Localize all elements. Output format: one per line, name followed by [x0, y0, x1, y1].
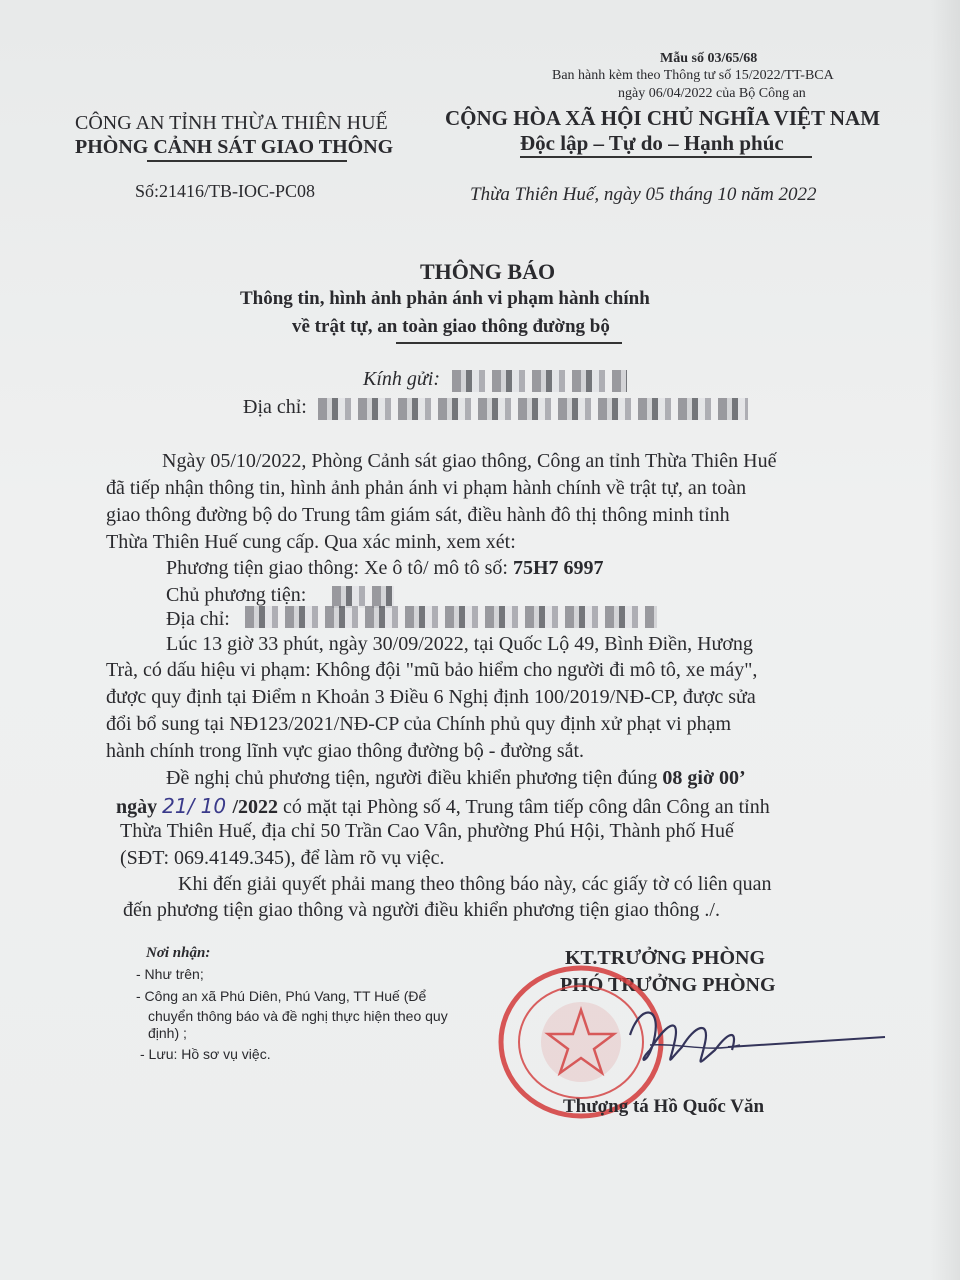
- paragraph-1-line-4: Thừa Thiên Huế cung cấp. Qua xác minh, xem xét:: [106, 531, 516, 553]
- redacted-recipient: [452, 370, 627, 392]
- vehicle-line: [166, 557, 604, 580]
- appointment-date-handwritten: 21/ 10: [162, 794, 233, 818]
- redacted-owner-address: [245, 606, 657, 628]
- request-text: Đề nghị chủ phương tiện, người điều khiển phương tiện đúng: [166, 767, 663, 789]
- paragraph-2-line-4: đổi bổ sung tại NĐ123/2021/NĐ-CP của Chính phủ quy định xử phạt vi phạm: [106, 713, 732, 735]
- document-subtitle-1: Thông tin, hình ảnh phản ánh vi phạm hành chính: [240, 288, 650, 309]
- paragraph-2-line-1: Lúc 13 giờ 33 phút, ngày 30/09/2022, tại Quốc Lộ 49, Bình Điền, Hương: [166, 633, 753, 655]
- form-number: Mẫu số 03/65/68: [660, 51, 758, 66]
- department-name: PHÒNG CẢNH SÁT GIAO THÔNG: [75, 136, 394, 158]
- appointment-place: có mặt tại Phòng số 4, Trung tâm tiếp công dân Công an tỉnh: [278, 796, 770, 818]
- address-label: Địa chỉ:: [243, 396, 307, 418]
- document-subtitle-2: về trật tự, an toàn giao thông đường bộ: [292, 316, 610, 337]
- paragraph-2-line-5: hành chính trong lĩnh vực giao thông đường bộ - đường sắt.: [106, 740, 585, 762]
- motto-underline: [520, 156, 812, 158]
- national-motto: Độc lập – Tự do – Hạnh phúc: [520, 131, 784, 155]
- paragraph-4-line-1: Khi đến giải quyết phải mang theo thông báo này, các giấy tờ có liên quan: [178, 873, 772, 895]
- signatory-title-1: KT.TRƯỞNG PHÒNG: [565, 947, 765, 969]
- national-title: CỘNG HÒA XÃ HỘI CHỦ NGHĨA VIỆT NAM: [445, 106, 881, 130]
- paragraph-3-line-4: (SĐT: 069.4149.345), để làm rõ vụ việc.: [120, 847, 445, 869]
- recipients-item-1: - Như trên;: [136, 966, 204, 982]
- vehicle-label: Phương tiện giao thông: Xe ô tô/ mô tô số:: [166, 557, 513, 579]
- appointment-time: 08 giờ 00’: [662, 767, 746, 789]
- paragraph-3-line-2: [116, 794, 770, 819]
- vehicle-plate: 75H7 6997: [512, 557, 604, 579]
- agency-name: CÔNG AN TỈNH THỪA THIÊN HUẾ: [75, 112, 388, 134]
- recipients-heading: Nơi nhận:: [146, 945, 211, 961]
- place-date: Thừa Thiên Huế, ngày 05 tháng 10 năm 2022: [470, 184, 817, 205]
- recipients-item-2-line-1: - Công an xã Phú Diên, Phú Vang, TT Huế (Để: [136, 988, 427, 1004]
- appointment-year: /2022: [232, 796, 279, 818]
- agency-underline: [147, 160, 347, 162]
- recipients-item-2-line-3: định) ;: [148, 1025, 187, 1041]
- form-issued-line-2: ngày 06/04/2022 của Bộ Công an: [618, 86, 806, 101]
- signatory-title-2: PHÓ TRƯỞNG PHÒNG: [560, 974, 776, 996]
- redacted-owner: [332, 586, 394, 608]
- recipient-label: Kính gửi:: [363, 368, 441, 390]
- document-title: THÔNG BÁO: [420, 259, 556, 284]
- paragraph-1-line-1: Ngày 05/10/2022, Phòng Cảnh sát giao thông, Công an tỉnh Thừa Thiên Huế: [162, 450, 777, 472]
- paragraph-2-line-3: được quy định tại Điểm n Khoản 3 Điều 6 Nghị định 100/2019/NĐ-CP, được sửa: [106, 686, 756, 708]
- paragraph-3-line-1: [166, 767, 746, 790]
- owner-label: Chủ phương tiện:: [166, 584, 307, 606]
- paragraph-2-line-2: Trà, có dấu hiệu vi phạm: Không đội "mũ bảo hiểm cho người đi mô tô, xe máy",: [106, 659, 758, 681]
- paragraph-1-line-3: giao thông đường bộ do Trung tâm giám sát, điều hành đô thị thông minh tỉnh: [106, 504, 730, 526]
- paragraph-1-line-2: đã tiếp nhận thông tin, hình ảnh phản ánh vi phạm hành chính về trật tự, an toàn: [106, 477, 747, 499]
- subtitle-underline: [396, 342, 622, 344]
- document-number: Số:21416/TB-IOC-PC08: [135, 181, 316, 201]
- paragraph-4-line-2: đến phương tiện giao thông và người điều khiển phương tiện giao thông ./.: [123, 899, 720, 921]
- appointment-day-label: ngày: [116, 796, 158, 818]
- signer-name: Thượng tá Hồ Quốc Văn: [563, 1096, 765, 1117]
- paragraph-3-line-3: Thừa Thiên Huế, địa chỉ 50 Trần Cao Vân, phường Phú Hội, Thành phố Huế: [120, 820, 734, 842]
- owner-address-label: Địa chỉ:: [166, 608, 230, 630]
- form-issued-line-1: Ban hành kèm theo Thông tư số 15/2022/TT-BCA: [552, 68, 834, 83]
- handwritten-signature: [620, 995, 890, 1075]
- recipients-item-3: - Lưu: Hồ sơ vụ việc.: [140, 1046, 271, 1062]
- recipients-item-2-line-2: chuyển thông báo và đề nghị thực hiện theo quy: [148, 1008, 448, 1024]
- page-shadow: [930, 0, 960, 1280]
- redacted-address: [318, 398, 748, 420]
